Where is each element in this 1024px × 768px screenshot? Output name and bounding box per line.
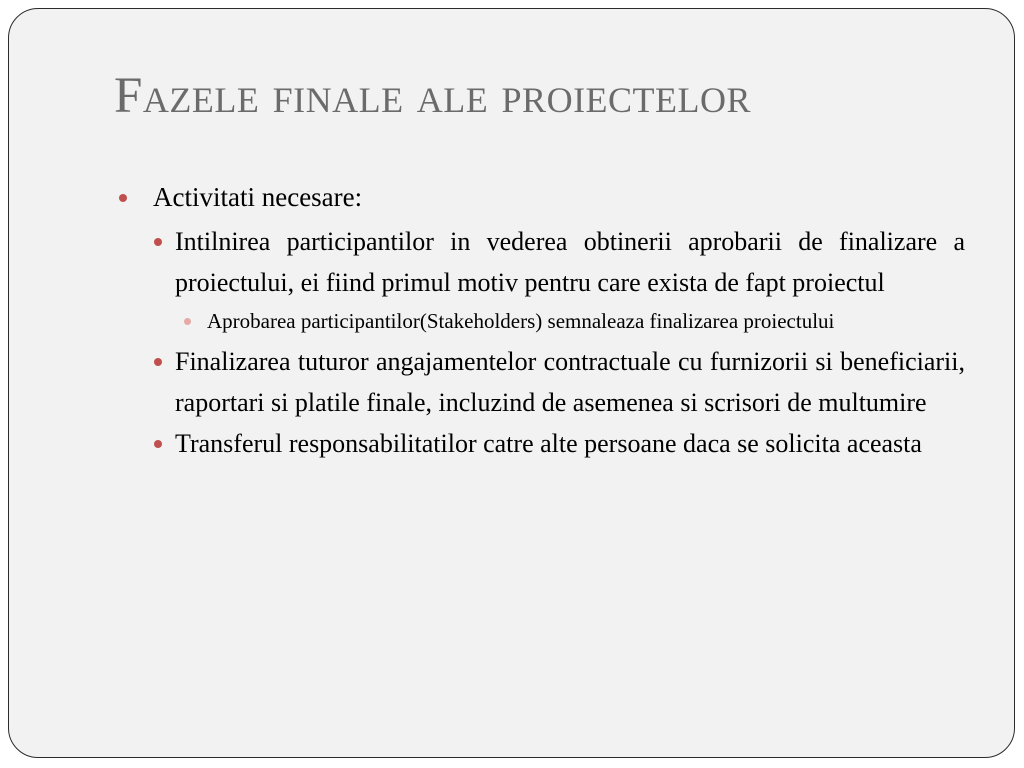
slide-title: Fazele finale ale proiectelor bbox=[114, 68, 752, 124]
bullet-text: Aprobarea participantilor(Stakeholders) semnaleaza finalizarea proiectului bbox=[207, 309, 835, 333]
bullet-item bbox=[181, 305, 965, 337]
slide bbox=[8, 8, 1015, 758]
bullet-text: Finalizarea tuturor angajamentelor contractuale cu furnizorii si beneficiarii, raportari si platile finale, incluzind de asemenea si scrisori de multumire bbox=[175, 347, 965, 417]
bullet-text: Intilnirea participantilor in vederea obtinerii aprobarii de finalizare a proiectului, ei fiind primul motiv pentru care exista de fapt proiectul bbox=[175, 227, 965, 297]
bullet-item bbox=[117, 179, 965, 215]
bullet-item bbox=[153, 423, 965, 464]
bullet-item bbox=[153, 341, 965, 423]
bullet-dot-icon bbox=[184, 318, 191, 325]
bullet-text: Activitati necesare: bbox=[153, 182, 363, 212]
slide-body bbox=[117, 179, 965, 464]
bullet-text: Transferul responsabilitatilor catre alte persoane daca se solicita aceasta bbox=[175, 429, 922, 458]
bullet-dot-icon bbox=[154, 440, 162, 448]
bullet-dot-icon bbox=[119, 194, 127, 202]
bullet-item bbox=[153, 221, 965, 303]
bullet-dot-icon bbox=[154, 238, 162, 246]
bullet-dot-icon bbox=[154, 358, 162, 366]
